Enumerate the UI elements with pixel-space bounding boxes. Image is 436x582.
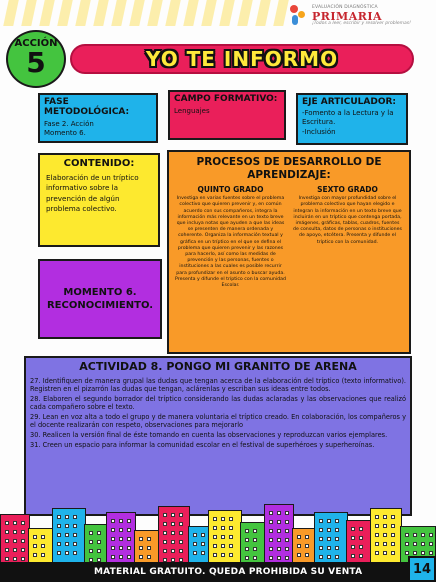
quinto-grado-text: Investiga en varias fuentes sobre el problema colectivo que quieren prevenir y, en común acuerdo con sus compañeros, integra la información más relevante en un texto breve que incluya notas que ayuden a que las ideas se presenten de manera ordenada y coherente. Organiza la información textual y gráfica en un tríptico en el que se defina el problema que quieren prevenir y las razones para hacerlo, así como las medidas de prevención y las personas, fuentes o instituciones a las cuales es posible recurrir para profundizar en el asunto o buscar ayuda. Presenta y difunde el tríptico con la comunidad Escolar. — [175, 196, 286, 289]
footer-bar — [0, 562, 436, 582]
brand-name: PRIMARIA — [312, 9, 383, 23]
procesos-heading: PROCESOS DE DESARROLLO DE APRENDIZAJE: — [196, 156, 382, 181]
sexto-grado-text: Investiga con mayor profundidad sobre el problema colectivo que hayan elegido e integran la información en un texto breve que incluirán en un tríptico que contenga portada, imágenes, gráficas, tablas, cuadros, fuentes de consulta, datos de personas o instituciones de apoyo, etcétera. Presenta y difunde el tríptico con la comunidad. — [293, 196, 402, 245]
sexto-grado-title: SEXTO GRADO — [317, 185, 378, 195]
campo-line: Lenguajes — [174, 107, 210, 115]
fase-metodologica-box — [38, 93, 158, 143]
eje-articulador-box — [296, 93, 408, 145]
footer-text: MATERIAL GRATUITO. QUEDA PROHIBIDA SU VENTA — [94, 567, 363, 577]
brand-tagline: ¡Todos a leer, escribir y resolver problemas! — [312, 20, 411, 26]
campo-formativo-box — [168, 90, 286, 140]
fase-heading: FASE METODOLÓGICA: — [44, 97, 130, 117]
eje-heading: EJE ARTICULADOR: — [302, 97, 397, 107]
fase-line: Fase 2. Acción — [44, 120, 94, 128]
eje-line: -Inclusión — [302, 127, 336, 136]
contenido-box — [38, 153, 160, 247]
sexto-grado-column — [292, 185, 403, 289]
city-skyline-illustration — [0, 500, 436, 566]
actividad-heading: ACTIVIDAD 8. PONGO MI GRANITO DE ARENA — [79, 360, 357, 373]
actividad-paragraph: 31. Creen un espacio para informar la comunidad escolar en el festival de superhéroes y superheroínas. — [30, 440, 375, 449]
contenido-text: Elaboración de un tríptico informativo sobre la prevención de algún problema colectivo. — [46, 173, 139, 214]
page-number: 14 — [408, 556, 436, 582]
title-banner — [70, 44, 414, 74]
campo-heading: CAMPO FORMATIVO: — [174, 94, 278, 104]
procesos-box — [167, 150, 411, 354]
accion-number: 5 — [26, 45, 46, 79]
actividad-paragraph: 29. Lean en voz alta a todo el grupo y de manera voluntaria el tríptico creado. En colaboración, los compañeros y el docente realizarán con respeto, observaciones para mejorarlo — [30, 412, 406, 430]
quinto-grado-column — [175, 185, 286, 289]
page-title: YO TE INFORMO — [145, 47, 339, 71]
brand-logo — [288, 2, 428, 30]
actividad-paragraph: 30. Realicen la versión final de éste tomando en cuenta las observaciones y reproduzcan varios ejemplares. — [30, 431, 388, 440]
actividad-box — [24, 356, 412, 516]
actividad-paragraph: 28. Elaboren el segundo borrador del tríptico considerando las dudas aclaradas y las observaciones que realizó cada compañero sobre el texto. — [30, 394, 406, 412]
momento-heading: MOMENTO 6. RECONOCIMIENTO. — [46, 287, 154, 311]
actividad-paragraph: 27. Identifiquen de manera grupal las dudas que tengan acerca de la elaboración del tríptico (texto informativo). Registren en el pizarrón las dudas que tengan, aclárenlas y escriban sus ideas entre todos. — [30, 376, 406, 394]
momento-box — [38, 259, 162, 339]
contenido-heading: CONTENIDO: — [63, 158, 135, 169]
children-logo-icon — [288, 5, 308, 27]
brand-subtitle: EVALUACIÓN DIAGNÓSTICA — [312, 5, 378, 10]
accion-badge — [6, 30, 66, 88]
eje-line: -Fomento a la Lectura y la Escritura. — [302, 109, 394, 127]
fase-line: Momento 6. — [44, 129, 86, 138]
decorative-stripes — [0, 0, 300, 26]
quinto-grado-title: QUINTO GRADO — [197, 185, 264, 195]
accion-label: ACCIÓN — [14, 37, 58, 49]
